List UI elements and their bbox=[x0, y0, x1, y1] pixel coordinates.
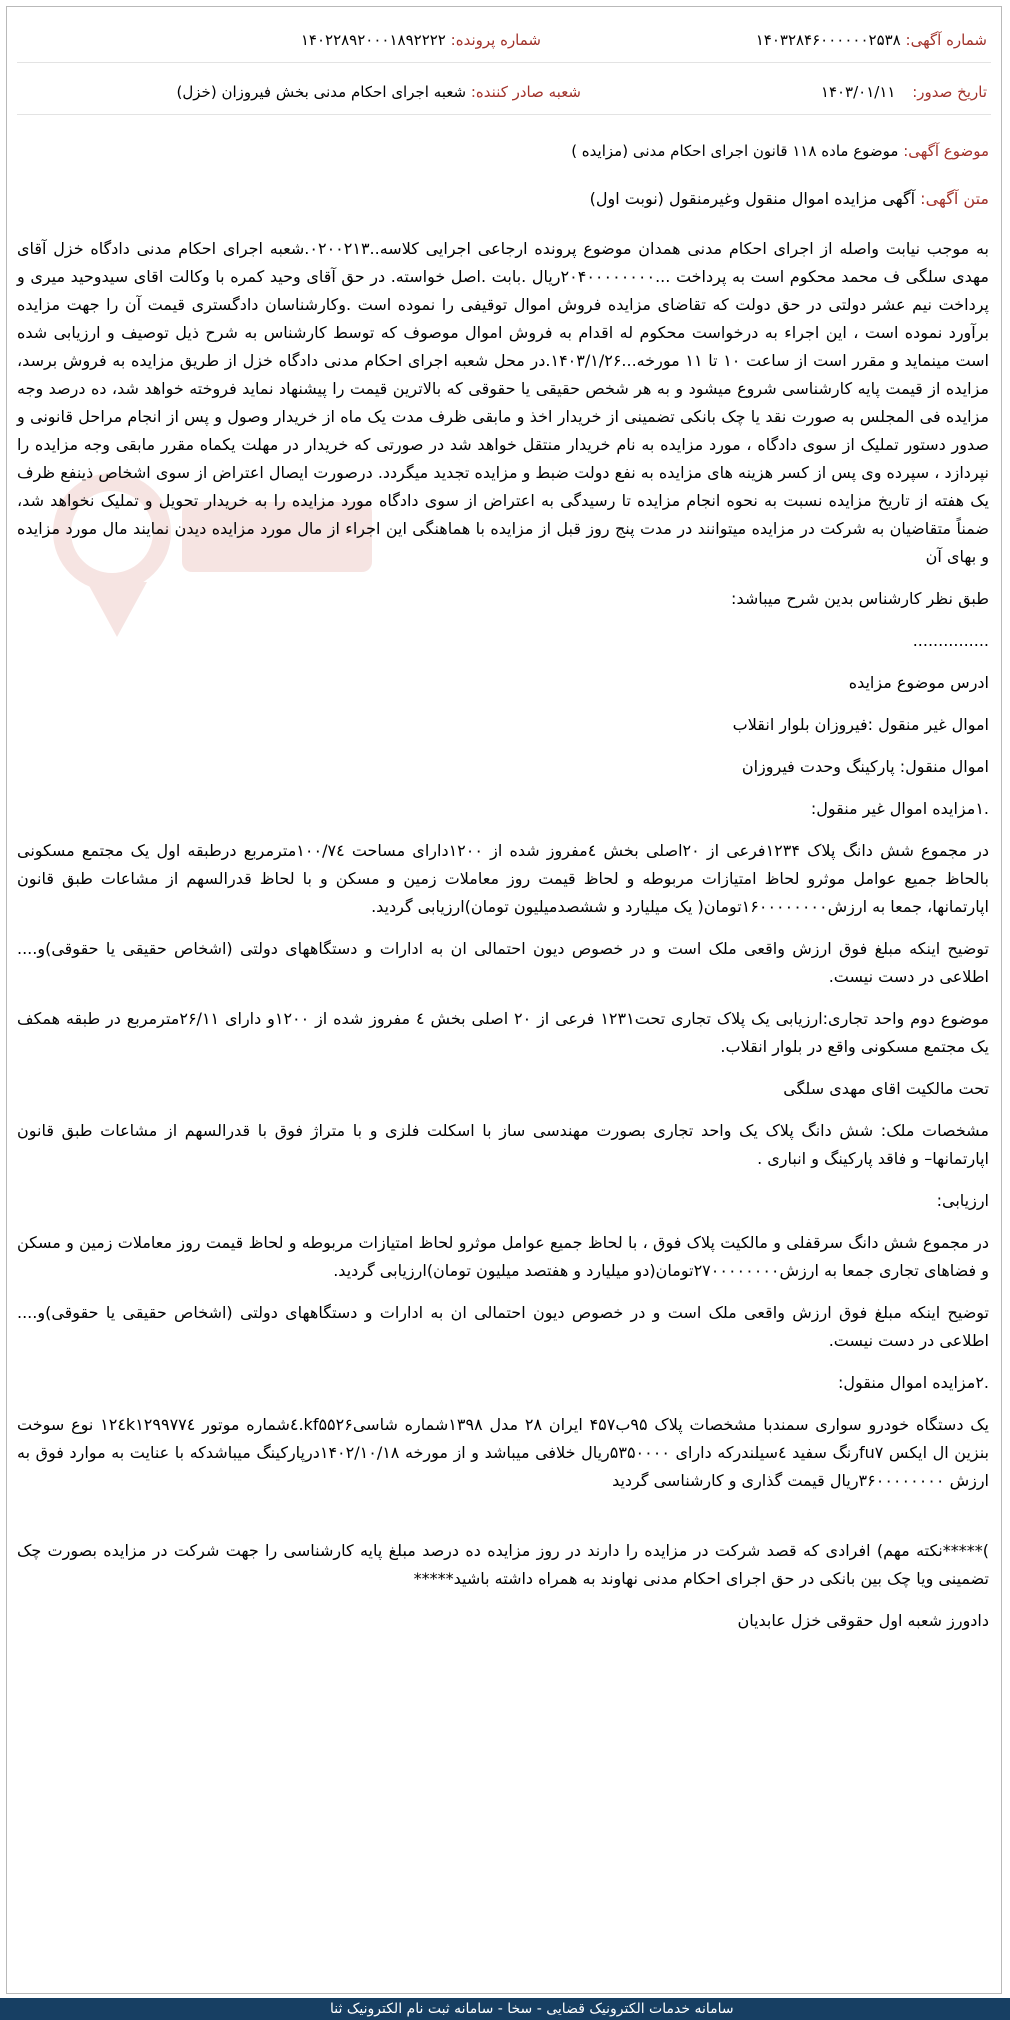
auction1-text: در مجموع شش دانگ پلاک ۱۲۳۴فرعی از ۲۰اصلی بخش ٤مفروز شده از ۱۲۰۰دارای مساحت ۱۰۰/۷٤مترمربع درطبقه اول یک مجتمع مسکونی بالحاظ جمیع عوامل موثرو لحاظ امتیازات مربوطه و لحاظ قیمت روز معاملات زمین و مسکن و با لحاظ قدرالسهم از مشاعات طبق قانون اپارتمانها، جمعا به ارزش۱۶۰۰۰۰۰۰۰۰تومان( یک میلیارد و ششصدمیلیون تومان)ارزیابی گردید. bbox=[17, 841, 990, 916]
footer-text: سامانه خدمات الکترونیک قضایی - سخا - سامانه ثبت نام الکترونیک ثنا bbox=[330, 2001, 734, 2017]
ad-number-label: شماره آگهی: bbox=[905, 31, 987, 49]
case-number-field bbox=[301, 31, 541, 49]
address-title: ادرس موضوع مزایده bbox=[848, 673, 989, 692]
commercial-unit-text: موضوع دوم واحد تجاری:ارزیابی یک پلاک تجاری تحت۱۲۳۱ فرعی از ۲۰ اصلی بخش ٤ مفروز شده از ۱۲۰۰و دارای ۲۶/۱۱مترمربع در طبقه همکف یک مجتمع مسکونی واقع در بلوار انقلاب. bbox=[17, 1009, 989, 1056]
divider bbox=[17, 62, 991, 63]
main-paragraph: به موجب نیابت واصله از اجرای احکام مدنی همدان موضوع پرونده ارجاعی اجرایی کلاسه..۰۲۰۰۲۱۳.شعبه اجرای احکام مدنی دادگاه خزل آقای مهدی سلگی ف محمد محکوم است به پرداخت ...۲۰۴۰۰۰۰۰۰۰۰ریال .بابت .اصل خواسته. در حق آقای وحید کمره با وکالت اقای سیدوحید میری و پرداخت نیم عشر دولتی در حق دولت که تقاضای مزایده فروش اموال توقیفی را نموده است .وکارشناسان دادگستری قیمت آن را جهت مزایده برآورد نموده است ، این اجراء به درخواست محکوم له اقدام به فروش اموال موصوف که توسط کارشناس به شرح ذیل توصیف و ارزیابی شده است مینماید و مقرر است از ساعت ۱۰ تا ۱۱ مورخه...۱۴۰۳/۱/۲۶.در محل شعبه اجرای احکام مدنی دادگاه خزل از طریق مزایده به فروش برسد، مزایده از قیمت پایه کارشناسی شروع میشود و به هر شخص حقیقی یا حقوقی که بالاترین قیمت را پیشنهاد نماید فروخته خواهد شد، ده درصد وجه مزایده فی المجلس به صورت نقد یا چک بانکی تضمینی از خریدار اخذ و مابقی ظرف مدت یک ماه از خریدار وصول و پس از انجام مراحل قانونی و صدور دستور تملیک از سوی دادگاه ، مورد مزایده به نام خریدار منتقل خواهد شد در صورتی که خریدار در مهلت یکماه مقرر مابقی وجه مزایده را نپردازد ، سپرده وی پس از کسر هزینه های مزایده به نفع دولت ضبط و مزایده تجدید میگردد. درصورت ایصال اعتراض از سوی اشخاص ذینفع ظرف یک هفته از تاریخ مزایده نسبت به نحوه انجام مزایده تا رسیدگی به اعتراض از سوی دادگاه مورد مزایده را به خریدار تحویل و تملیک نخواهد شد، ضمناً متقاضیان به شرکت در مزایده میتوانند در مدت پنج روز قبل از مزایده با هماهنگی این اجراء از مال مورد مزایده دیدن نمایند مال مورد مزایده و بهای آن bbox=[17, 239, 990, 566]
text-label: متن آگهی: bbox=[920, 189, 989, 208]
appraisal-text: در مجموع شش دانگ سرقفلی و مالکیت پلاک فوق ، با لحاظ جمیع عوامل موثرو لحاظ امتیازات مربوطه و لحاظ قیمت روز معاملات زمین و مسکن و فضاهای تجاری جمعا به ارزش۲۷۰۰۰۰۰۰۰۰تومان(دو میلیارد و هفتصد میلیون تومان)ارزیابی گردید. bbox=[17, 1233, 989, 1280]
movable-address: اموال منقول: پارکینگ وحدت فیروزان bbox=[741, 757, 989, 776]
case-number-label: شماره پرونده: bbox=[450, 31, 541, 49]
important-note: )*****نکته مهم) افرادی که قصد شرکت در مزایده را دارند در روز مزایده ده درصد مبلغ پایه کارشناسی را جهت شرکت در مزایده بصورت چک تضمینی ویا چک بین بانکی در حق اجرای احکام مدنی نهاوند به همراه داشته باشید***** bbox=[17, 1541, 989, 1588]
subject-label: موضوع آگهی: bbox=[903, 142, 989, 160]
notice-page bbox=[6, 6, 1002, 1994]
issue-date-field bbox=[821, 83, 987, 101]
immovable-address: اموال غیر منقول :فیروزان بلوار انقلاب bbox=[732, 715, 989, 734]
issue-date-label: تاریخ صدور: bbox=[912, 83, 987, 101]
notice-title: آگهی مزایده اموال منقول وغیرمنقول (نوبت اول) bbox=[589, 189, 916, 208]
subject-line bbox=[571, 142, 989, 160]
header-row-1 bbox=[7, 31, 1001, 61]
appraisal-title: ارزیابی: bbox=[936, 1191, 989, 1210]
dots-line: ............... bbox=[912, 631, 989, 650]
case-number: ۱۴۰۲۲۸۹۲۰۰۰۱۸۹۲۲۲۲ bbox=[300, 31, 446, 49]
signature: دادورز شعبه اول حقوقی خزل عابدیان bbox=[737, 1611, 989, 1630]
property-specs: مشخصات ملک: شش دانگ پلاک یک واحد تجاری بصورت مهندسی ساز با اسکلت فلزی و با متراژ فوق با قدرالسهم از مشاعات طبق قانون اپارتمانها– و فاقد پارکینگ و انباری . bbox=[17, 1121, 989, 1168]
auction2-title: .۲مزایده اموال منقول: bbox=[837, 1373, 989, 1392]
note-1: توضیح اینکه مبلغ فوق ارزش واقعی ملک است و در خصوص دیون احتمالی ان به ادارات و دستگاههای دولتی (اشخاص حقیقی یا حقوقی)و.... اطلاعی در دست نیست. bbox=[17, 939, 989, 986]
note-2: توضیح اینکه مبلغ فوق ارزش واقعی ملک است و در خصوص دیون احتمالی ان به ادارات و دستگاههای دولتی (اشخاص حقیقی یا حقوقی)و.... اطلاعی در دست نیست. bbox=[17, 1303, 989, 1350]
ad-number-field bbox=[756, 31, 987, 49]
branch-field bbox=[177, 83, 581, 101]
auction2-text: یک دستگاه خودرو سواری سمندبا مشخصات پلاک ۹۵ب۴۵۷ ایران ۲۸ مدل ۱۳۹۸شماره شاسیkf۵۵۲۶.٤شماره موتور ۱۲٤k۱۲۹۹۷۷٤ نوع سوخت بنزین ال ایکس fu۷رنگ سفید ٤سیلندرکه دارای ۵۳۵۰۰۰۰ریال خلافی میباشد و از مورخه ۱۴۰۲/۱۰/۱۸درپارکینگ میباشدکه با عنایت به موارد فوق به ارزش ۳۶۰۰۰۰۰۰۰۰ریال قیمت گذاری و کارشناسی گردید bbox=[17, 1415, 990, 1490]
branch-name: شعبه اجرای احکام مدنی بخش فیروزان (خزل) bbox=[176, 83, 467, 101]
notice-body bbox=[17, 235, 989, 1649]
footer-bar bbox=[0, 1998, 1010, 2020]
notice-title-line bbox=[590, 189, 989, 208]
owner-line: تحت مالکیت اقای مهدی سلگی bbox=[783, 1079, 989, 1098]
subject-text: موضوع ماده ۱۱۸ قانون اجرای احکام مدنی (مزایده ) bbox=[571, 142, 899, 160]
issue-date: ۱۴۰۳/۰۱/۱۱ bbox=[820, 83, 896, 101]
branch-label: شعبه صادر کننده: bbox=[470, 83, 581, 101]
auction1-title: .۱مزایده اموال غیر منقول: bbox=[810, 799, 989, 818]
spacer bbox=[17, 1509, 989, 1523]
divider bbox=[17, 114, 991, 115]
expert-intro: طبق نظر کارشناس بدین شرح میباشد: bbox=[731, 589, 989, 608]
header-row-2 bbox=[7, 83, 1001, 113]
ad-number: ۱۴۰۳۲۸۴۶۰۰۰۰۰۰۲۵۳۸ bbox=[755, 31, 901, 49]
